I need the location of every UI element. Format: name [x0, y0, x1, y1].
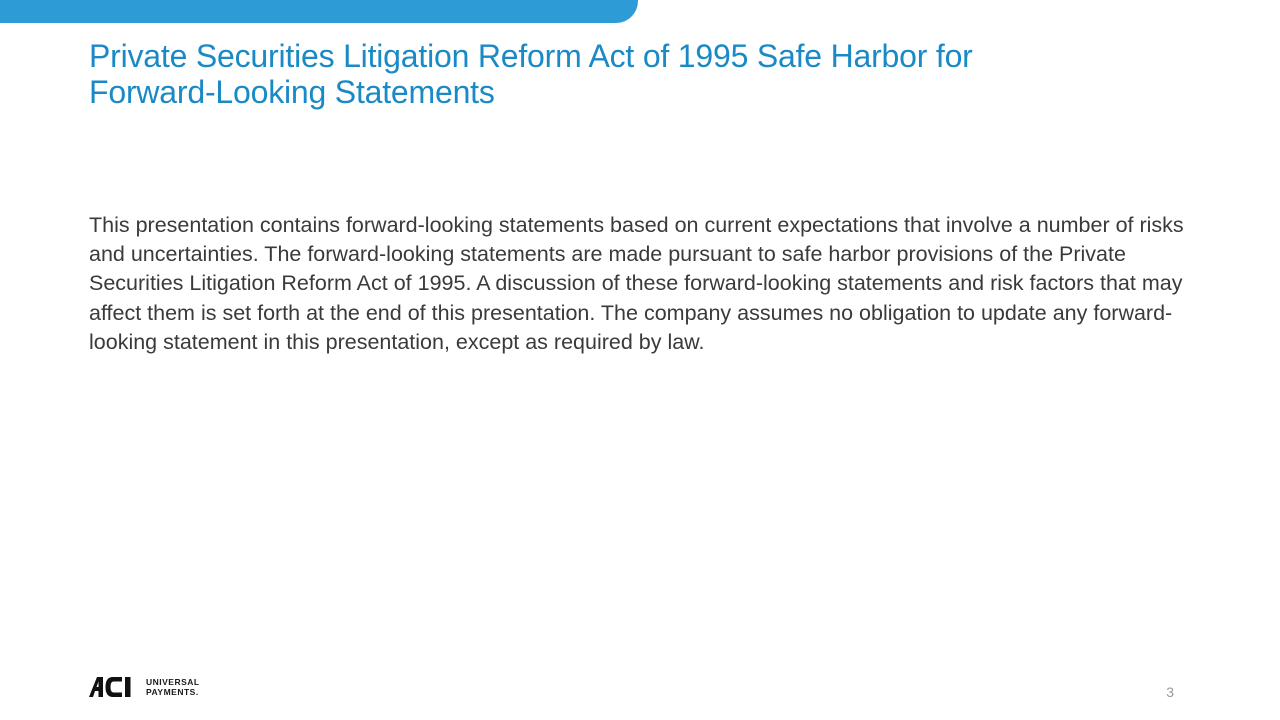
slide-title-line-1: Private Securities Litigation Reform Act of 1995 Safe Harbor for [89, 38, 973, 74]
slide-title-line-2: Forward-Looking Statements [89, 74, 495, 110]
slide-body-text: This presentation contains forward-looking statements based on current expectations that involve a number of risks and uncertainties. The forward-looking statements are made pursuant to safe harbor provisions of the Private Securities Litigation Reform Act of 1995. A discussion of these forward-looking statements and risk factors that may affect them is set forth at the end of this presentation. The company assumes no obligation to update any forward-looking statement in this presentation, except as required by law. [89, 213, 1184, 354]
slide-title [89, 38, 1189, 110]
aci-logo-mark [89, 677, 137, 697]
logo-word-payments: PAYMENTS. [146, 687, 199, 697]
page-number: 3 [1166, 684, 1174, 700]
logo-wordmark [146, 677, 200, 698]
aci-logo [89, 672, 200, 702]
top-accent-bar [0, 0, 638, 23]
logo-word-universal: UNIVERSAL [146, 676, 200, 687]
